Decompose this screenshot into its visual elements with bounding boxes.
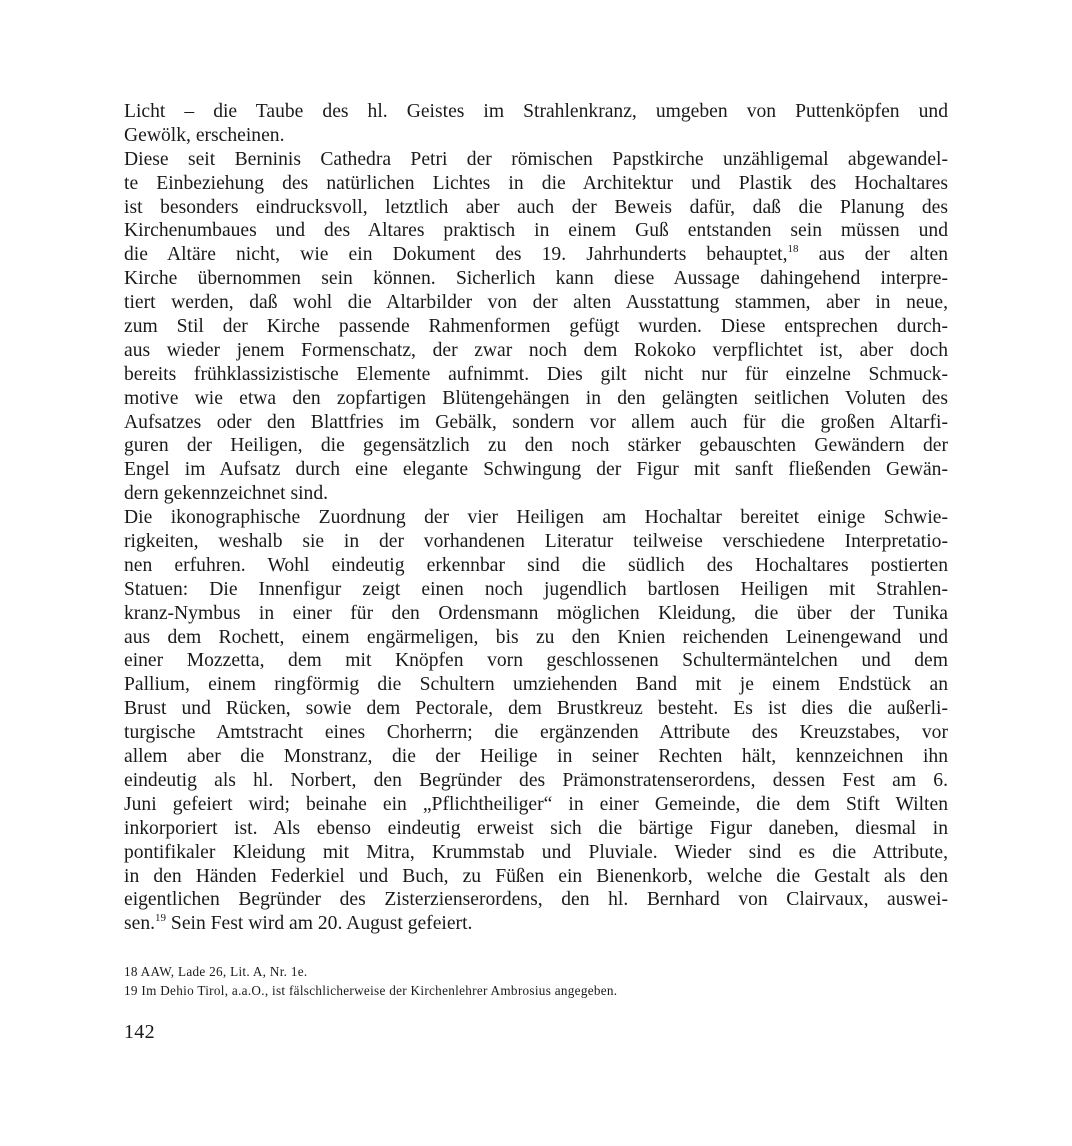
text-line: eindeutig als hl. Norbert, den Begründer des Prämonstratenserordens, dessen Fest am 6. <box>124 769 948 791</box>
footnotes <box>124 963 948 1000</box>
text-line: Engel im Aufsatz durch eine elegante Schwingung der Figur mit sanft fließenden Gewän- <box>124 459 948 481</box>
text-line: pontifikaler Kleidung mit Mitra, Krummstab und Pluviale. Wieder sind es die Attribute, <box>124 841 948 863</box>
footnote-18: 18 AAW, Lade 26, Lit. A, Nr. 1e. <box>124 964 308 979</box>
text-line: Gewölk, erscheinen. <box>124 124 285 146</box>
text-line: aus wieder jenem Formenschatz, der zwar noch dem Rokoko verpflichtet ist, aber doch <box>124 339 948 361</box>
text-line: tiert werden, daß wohl die Altarbilder von der alten Ausstattung stammen, aber in neue, <box>124 292 948 314</box>
text-line: Die ikonographische Zuordnung der vier Heiligen am Hochaltar bereitet einige Schwie- <box>124 507 948 529</box>
text-line <box>124 912 948 936</box>
footnote-ref-19[interactable]: 19 <box>155 911 167 924</box>
text-line: aus dem Rochett, einem engärmeligen, bis zu den Knien reichenden Leinengewand und <box>124 626 948 648</box>
footnote-19: 19 Im Dehio Tirol, a.a.O., ist fälschlicherweise der Kirchenlehrer Ambrosius angegeben. <box>124 982 618 998</box>
page-number: 142 <box>124 1021 155 1043</box>
text-line: einer Mozzetta, dem mit Knöpfen vorn geschlossenen Schultermäntelchen und dem <box>124 650 948 672</box>
text-line: rigkeiten, weshalb sie in der vorhandenen Literatur teilweise verschiedene Interpretatio- <box>124 531 948 553</box>
footnote-ref-18[interactable]: 18 <box>787 242 799 255</box>
text-line: Kirche übernommen sein können. Sicherlich kann diese Aussage dahingehend interpre- <box>124 268 948 290</box>
line-text: sen. <box>124 913 156 935</box>
text-line: Diese seit Berninis Cathedra Petri der römischen Papstkirche unzähligemal abgewandel- <box>124 148 948 170</box>
text-line: kranz-Nymbus in einer für den Ordensmann möglichen Kleidung, die über der Tunika <box>124 602 948 624</box>
text-line: in den Händen Federkiel und Buch, zu Füßen ein Bienenkorb, welche die Gestalt als den <box>124 865 948 887</box>
text-line: Pallium, einem ringförmig die Schultern umziehenden Band mit je einem Endstück an <box>124 674 948 696</box>
text-line: Kirchenumbaues und des Altares praktisch in einem Guß entstanden sein müssen und <box>124 220 948 242</box>
line-text: aus der alten <box>798 244 948 266</box>
text-line: zum Stil der Kirche passende Rahmenformen gefügt wurden. Diese entsprechen durch- <box>124 316 948 338</box>
text-line: Juni gefeiert wird; beinahe ein „Pflichtheiliger“ in einer Gemeinde, die dem Stift Wilten <box>124 793 948 815</box>
line-text: die Altäre nicht, wie ein Dokument des 19. Jahrhunderts behauptet, <box>124 244 788 266</box>
text-line: guren der Heiligen, die gegensätzlich zu den noch stärker gebauschten Gewändern der <box>124 435 948 457</box>
text-line: Licht – die Taube des hl. Geistes im Strahlenkranz, umgeben von Puttenköpfen und <box>124 101 948 122</box>
text-line: inkorporiert ist. Als ebenso eindeutig erweist sich die bärtige Figur daneben, diesmal in <box>124 817 948 839</box>
text-line: allem aber die Monstranz, die der Heilige in seiner Rechten hält, kennzeichnen ihn <box>124 746 948 768</box>
text-line: Statuen: Die Innenfigur zeigt einen noch jugendlich bartlosen Heiligen mit Strahlen- <box>124 578 948 600</box>
text-line: te Einbeziehung des natürlichen Lichtes in die Architektur und Plastik des Hochaltares <box>124 172 948 194</box>
text-line: bereits frühklassizistische Elemente aufnimmt. Dies gilt nicht nur für einzelne Schmuck- <box>124 363 948 385</box>
text-line: ist besonders eindrucksvoll, letztlich aber auch der Beweis dafür, daß die Planung des <box>124 196 948 218</box>
text-line: nen erfuhren. Wohl eindeutig erkennbar sind die südlich des Hochaltares postierten <box>124 554 948 576</box>
text-line: eigentlichen Begründer des Zisterzienserordens, den hl. Bernhard von Clairvaux, auswei- <box>124 889 948 911</box>
text-line: dern gekennzeichnet sind. <box>124 483 329 505</box>
text-line: Aufsatzes oder den Blattfries im Gebälk, sondern vor allem auch für die großen Altarfi- <box>124 411 948 433</box>
main-text <box>124 100 948 936</box>
text-line: motive wie etwa den zopfartigen Blütengehängen in den gelängten seitlichen Voluten des <box>124 387 948 409</box>
text-line: Brust und Rücken, sowie dem Pectorale, dem Brustkreuz besteht. Es ist dies die außerli- <box>124 698 948 720</box>
line-text: Sein Fest wird am 20. August gefeiert. <box>166 913 473 935</box>
text-line <box>124 243 948 267</box>
text-line: turgische Amtstracht eines Chorherrn; die ergänzenden Attribute des Kreuzstabes, vor <box>124 722 948 744</box>
